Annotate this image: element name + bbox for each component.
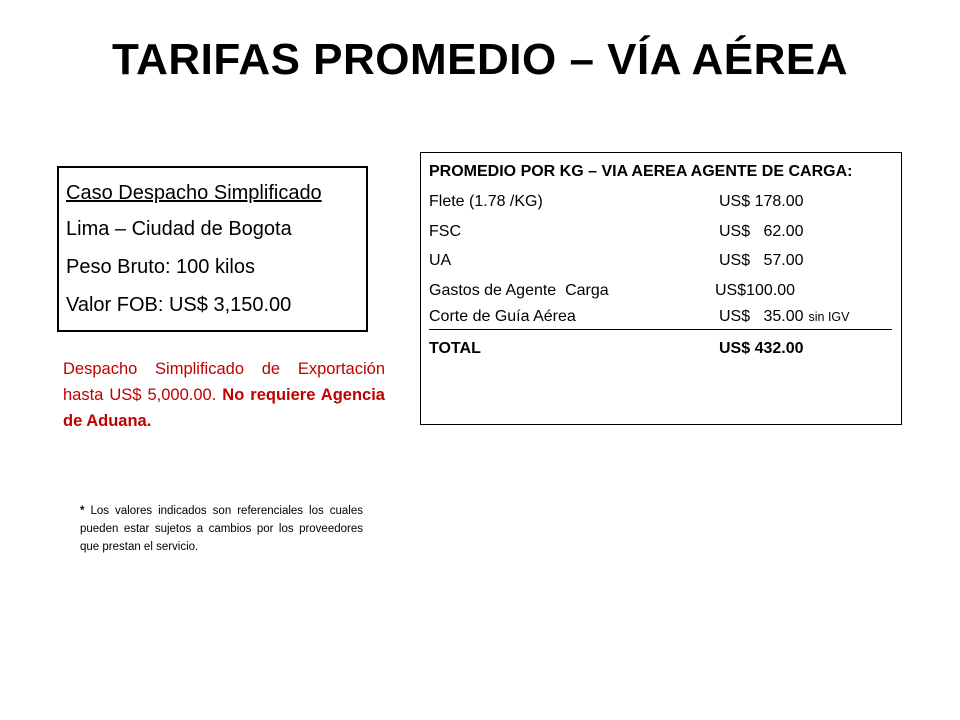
rate-value: US$100.00: [715, 281, 796, 299]
case-box: [57, 166, 368, 332]
rate-value: US$ 62.00: [719, 222, 804, 240]
rates-heading: PROMEDIO POR KG – VIA AEREA AGENTE DE CARGA:: [429, 163, 853, 180]
disclaimer-text: Los valores indicados son referenciales los cuales pueden estar sujetos a cambios por los proveedores que prestan el servicio.: [80, 505, 363, 553]
export-note: [63, 356, 385, 434]
rate-row-gastos-agente: [429, 276, 892, 306]
rate-row-fsc: [429, 217, 892, 247]
rate-value: US$ 178.00: [719, 193, 804, 210]
rate-row-total: [429, 334, 892, 364]
rate-row-flete: [429, 187, 892, 217]
rate-value: US$ 57.00: [719, 252, 804, 269]
rate-row-corte-guia: [429, 305, 892, 330]
case-route: Lima – Ciudad de Bogota: [66, 218, 292, 240]
rate-label: Corte de Guía Aérea: [429, 308, 576, 325]
rates-box: [420, 152, 902, 425]
slide-title: TARIFAS PROMEDIO – VÍA AÉREA: [111, 35, 848, 84]
rate-label: UA: [429, 252, 452, 269]
case-fob-value: Valor FOB: US$ 3,150.00: [66, 294, 292, 316]
rate-value-with-suffix: [719, 305, 892, 329]
rate-label: TOTAL: [429, 340, 481, 357]
case-heading: Caso Despacho Simplificado: [66, 182, 322, 204]
disclaimer-star: *: [80, 505, 85, 517]
rate-label: FSC: [429, 222, 461, 240]
rate-label: Flete (1.78 /KG): [429, 193, 543, 210]
disclaimer: [80, 502, 363, 556]
rate-value: US$ 35.00: [719, 308, 804, 325]
export-note-bold: No requiere Agencia de Aduana.: [63, 386, 385, 430]
case-weight: Peso Bruto: 100 kilos: [66, 256, 255, 278]
rate-suffix: sin IGV: [808, 310, 850, 324]
rate-row-ua: [429, 246, 892, 276]
export-note-text: Despacho Simplificado de Exportación hasta US$ 5,000.00.: [63, 360, 385, 404]
rate-label: Gastos de Agente Carga: [429, 281, 609, 299]
rate-value: US$ 432.00: [719, 340, 804, 357]
